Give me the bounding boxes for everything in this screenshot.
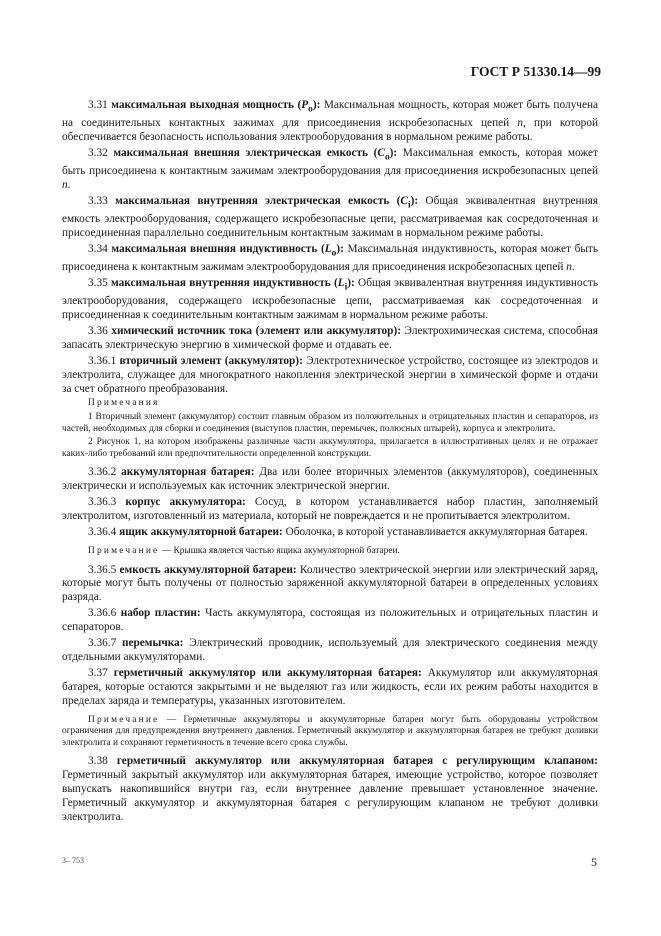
clause-3-36-4: 3.36.4 ящик аккумуляторной батареи: Оболочка, в которой устанавливается аккумуляторная батарея.: [88, 526, 588, 539]
clause-3-38: 3.38 герметичный аккумулятор или аккумуляторная батарея с регулирующим клапаном: Герметичный закрытый аккумулятор или аккумуляторная батарея, имеющие устройство, которое позволяет выпускать накопившийся внутри газ, если внутреннее давление превышает установленное значение. Герметичный аккумулятор и аккумуляторная батарея с регулирующим клапаном не требуют доливки электролита.: [62, 755, 599, 824]
clause-3-36: 3.36 химический источник тока (элемент или аккумулятор): Электрохимическая система, способная запасать электрическую энергию в химической форме и отдавать ее.: [62, 324, 599, 351]
note-1: 1 Вторичный элемент (аккумулятор) состоит главным образом из положительных и отрицательных пластин и сепараторов, из частей, необходимых для сборки и соединения (выступов пластин, перемычек, полюсных штырей), корпуса и электролита.: [62, 412, 598, 434]
clause-3-31: 3.31 максимальная выходная мощность $(P_o)$: Максимальная мощность, которая может быть получена на соединительных контактных зажимах для присоединения искробезопасных цепей n, при которой обеспечивается безопасность использования электрооборудования в нормальном режиме работы.: [62, 99, 599, 144]
document-body: [62, 99, 598, 827]
clause-3-36-1: 3.36.1 вторичный элемент (аккумулятор): Электротехническое устройство, состоящее из электродов и электролита, служащее для многократного накопления электрической энергии в химической форме и отдачи за счет обратного преобразования.: [62, 354, 599, 395]
note-2: 2 Рисунок 1, на котором изображены различные части аккумулятора, прилагается в иллюстративных целях и не отражает каких-либо требований или предпочтительности определенной конструкции.: [62, 437, 598, 459]
clause-3-34: 3.34 максимальная внешняя индуктивность $(L_o)$: Максимальная индуктивность, которая может быть присоединена к контактным зажимам электрооборудования для присоединения искробезопасных цепей n.: [62, 242, 599, 274]
clause-3-33: 3.33 максимальная внутренняя электрическая емкость $(C_i)$: Общая эквивалентная внутренняя емкость электрооборудования, содержащего искробезопасные цепи, рассматриваемая как сосредоточенная и присоединенная параллельно соединительным контактным зажимам в нормальном режиме работы.: [62, 194, 598, 239]
clause-3-32: 3.32 максимальная внешняя электрическая емкость $(C_o)$: Максимальная емкость, которая может быть присоединена к контактным зажимам электрооборудования для присоединения искробезопасных цепей n.: [62, 146, 598, 192]
clause-3-35: 3.35 максимальная внутренняя индуктивность $(L_i)$: Общая эквивалентная внутренняя индуктивность электрооборудования, содержащего искробезопасные цепи, рассматриваемая как сосредоточенная и присоединенная к соединительным контактным зажимам в нормальном режиме работы.: [62, 276, 598, 322]
print-code: 3– 753: [62, 856, 84, 865]
note-sealed: Примечание — Герметичные аккумуляторы и аккумуляторные батареи могут быть оборудованы устройством ограничения для предупреждения внутреннего давления. Герметичный аккумулятор и аккумуляторная батарея не требуют доливки электролита и сохраняют герметичность в течение всего срока службы.: [62, 714, 598, 748]
clause-3-36-3: 3.36.3 корпус аккумулятора: Сосуд, в котором устанавливается набор пластин, заполняемый электролитом, изготовленный из материала, который не повреждается и не пропитывается электролитом.: [62, 496, 599, 523]
clause-3-37: 3.37 герметичный аккумулятор или аккумуляторная батарея: Аккумулятор или аккумуляторная батарея, которые остаются закрытыми и не выделяют газ или жидкость, если их режим работы находится в пределах заряда и температуры, указанных изготовителем.: [62, 666, 599, 707]
document-header: ГОСТ Р 51330.14—99: [470, 64, 601, 79]
clause-3-36-6: 3.36.6 набор пластин: Часть аккумулятора, состоящая из положительных и отрицательных пластин и сепараторов.: [62, 607, 598, 634]
clause-3-36-2: 3.36.2 аккумуляторная батарея: Два или более вторичных элементов (аккумуляторов), соединенных электрически и используемых как источник электрической энергии.: [62, 466, 598, 493]
page-number: 5: [591, 855, 597, 869]
notes-heading: Примечания: [88, 398, 160, 409]
clause-3-36-7: 3.36.7 перемычка: Электрический проводник, используемый для электрического соединения между отдельными аккумуляторами.: [62, 637, 598, 663]
note-battery-box: Примечание — Крышка является частью ящика акумуляторной батареи.: [88, 545, 400, 556]
clause-3-36-5: 3.36.5 емкость аккумуляторной батареи: Количество электрической энергии или электрический заряд, которые могут быть получены от полностью заряженной аккумуляторной батареи в определенных условиях разряда.: [62, 563, 598, 604]
